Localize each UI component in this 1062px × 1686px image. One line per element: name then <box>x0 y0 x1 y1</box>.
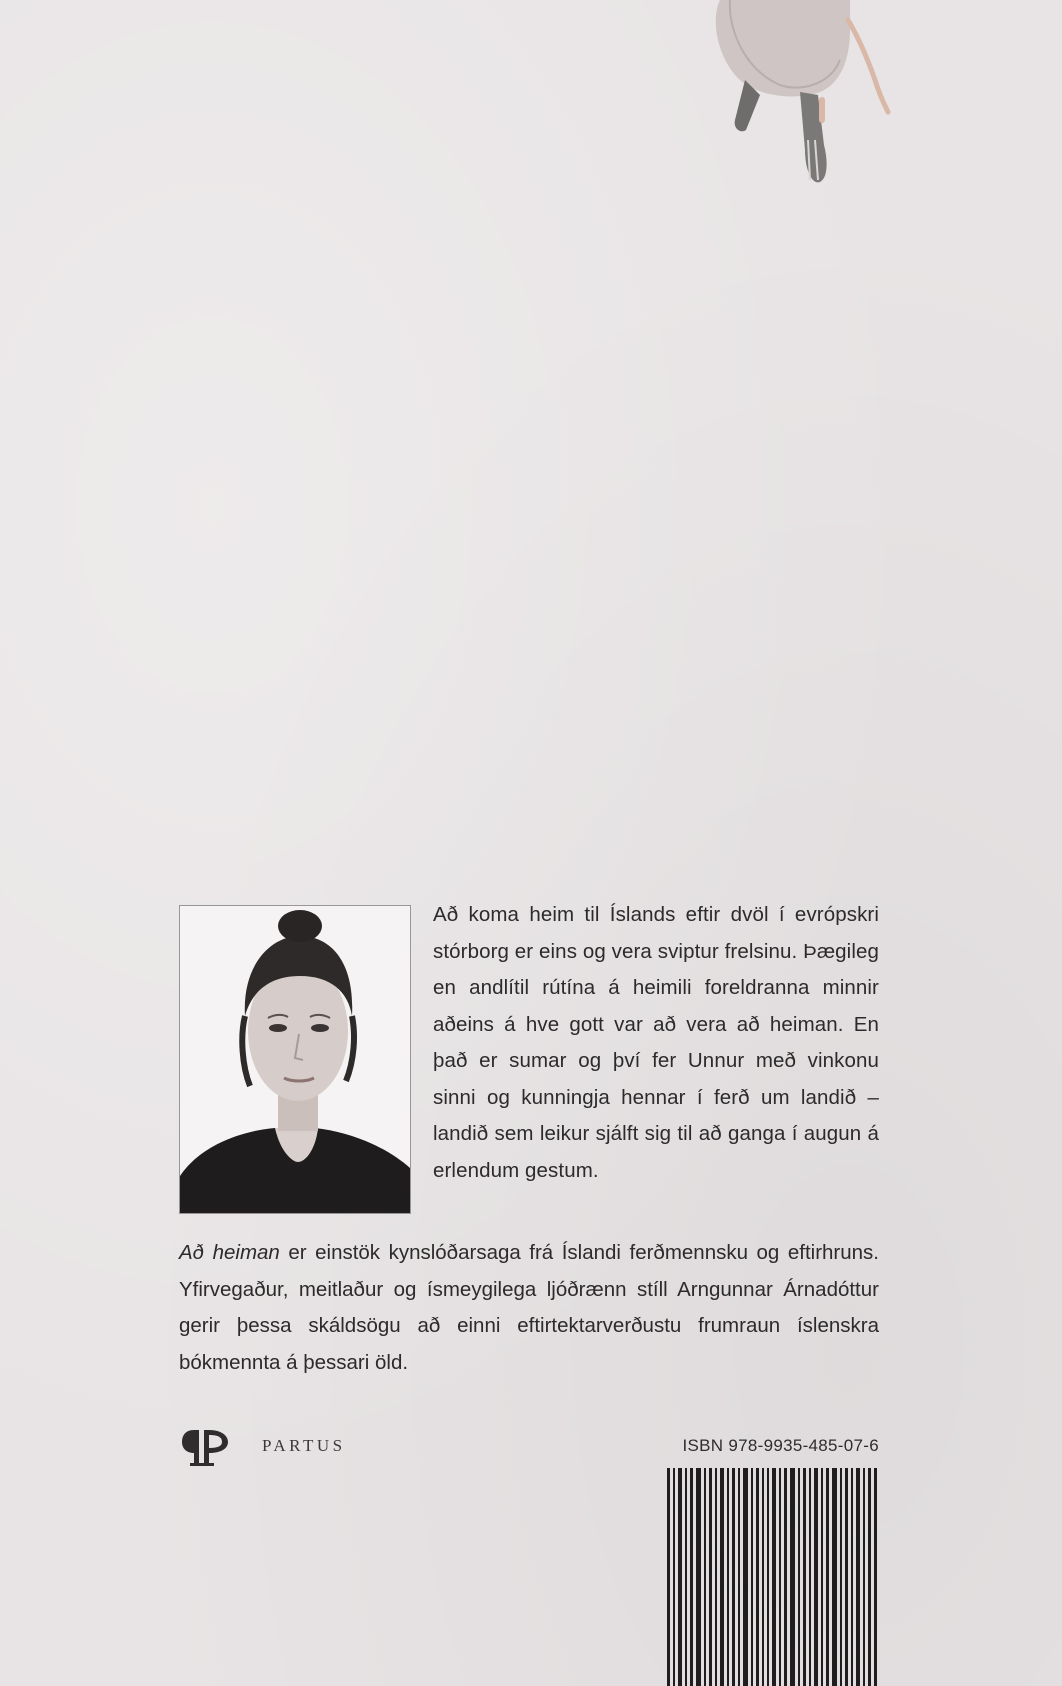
barcode-graphic <box>667 1468 879 1686</box>
description-text <box>179 1235 879 1381</box>
publisher-name: PARTUS <box>262 1436 346 1455</box>
isbn-number: ISBN 978-9935-485-07-6 <box>682 1436 879 1455</box>
blurb-text: Að koma heim til Íslands eftir dvöl í evrópskri stórborg er eins og vera sviptur frelsinu. Þægileg en andlítil rútína á heimili foreldranna minnir aðeins á hve gott var að vera að heiman. En það er sumar og því fer Unnur með vinkonu sinni og kunningja hennar í ferð um landið – landið sem leikur sjálft sig til að ganga í augun á erlendum gestum. <box>433 903 879 1182</box>
description-rest: er einstök kynslóðarsaga frá Íslandi ferðmennsku og eftirhruns. Yfirvegaður, meitlaður og ísmeygilega ljóðrænn stíll Arngunnar Árnadóttur gerir þessa skáldsögu að einni eftirtektarverðustu frumraun íslenskra bókmennta á þessari öld. <box>179 1241 879 1374</box>
falling-figure-illustration <box>700 0 960 190</box>
publisher-logo-icon <box>180 1428 236 1468</box>
author-photo <box>179 905 411 1214</box>
book-title: Að heiman <box>179 1241 280 1264</box>
